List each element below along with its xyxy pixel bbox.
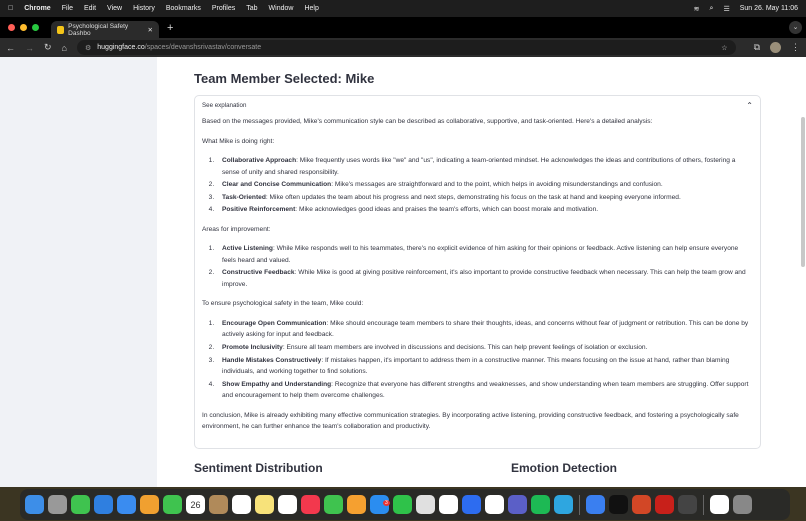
list-item: [216, 318, 753, 341]
address-bar[interactable]: [77, 40, 736, 55]
menu-bookmarks[interactable]: Bookmarks: [160, 5, 196, 12]
list-item: [216, 179, 753, 191]
reload-icon[interactable]: ↻: [44, 42, 52, 52]
list-item: [216, 355, 753, 378]
list-item: [216, 243, 753, 266]
expander-header[interactable]: [195, 96, 760, 116]
list-item-title: Handle Mistakes Constructively: [222, 356, 322, 364]
dock-separator: [579, 495, 580, 515]
more-menu-icon[interactable]: ⋮: [791, 42, 800, 52]
huggingface-favicon-icon: [57, 26, 64, 34]
list-item: [216, 267, 753, 290]
notification-badge: 3: [385, 500, 388, 506]
dock-freeform-icon[interactable]: [278, 495, 297, 514]
dock-photos-icon[interactable]: [140, 495, 159, 514]
menu-history[interactable]: History: [127, 5, 150, 12]
list-item-title: Clear and Concise Communication: [222, 181, 332, 189]
emotion-detection-heading: Emotion Detection: [511, 461, 618, 475]
list-item: [216, 379, 753, 402]
menu-edit[interactable]: Edit: [78, 5, 91, 12]
chevron-up-icon[interactable]: ⌃: [746, 101, 753, 110]
menu-tab[interactable]: Tab: [240, 5, 253, 12]
home-icon[interactable]: ⌂: [61, 42, 67, 53]
dock-terminal-icon[interactable]: [609, 495, 628, 514]
list-item-title: Collaborative Approach: [222, 157, 297, 165]
dock-safari-icon[interactable]: [94, 495, 113, 514]
list-item-title: Task-Oriented: [222, 193, 266, 201]
site-info-icon[interactable]: ⚙: [84, 44, 92, 52]
dock-acrobat-icon[interactable]: [655, 495, 674, 514]
new-tab-button[interactable]: +: [167, 21, 174, 34]
dock-xcode-icon[interactable]: [586, 495, 605, 514]
list-item: [216, 155, 753, 178]
menu-bar: [0, 0, 806, 17]
dock-telegram-icon[interactable]: [554, 495, 573, 514]
maximize-window-button[interactable]: [32, 24, 39, 31]
list-item-text: : Mike often updates the team about his progress and next steps, demonstrating his focus on the task at hand and keeping everyone informed.: [265, 193, 681, 201]
dock-music-icon[interactable]: [301, 495, 320, 514]
menu-profiles[interactable]: Profiles: [206, 5, 230, 12]
dock-quicktime-icon[interactable]: [678, 495, 697, 514]
dock-pages-icon[interactable]: [347, 495, 366, 514]
list-item-title: Show Empathy and Understanding: [222, 380, 332, 388]
sidebar: [0, 57, 157, 487]
list-item-text: : Recognize that everyone has different strengths and weaknesses, and show understanding when team members are struggling. Offer support and encouragement to help them overcome challenges.: [222, 380, 749, 400]
improve-list: [216, 243, 753, 290]
dock-slack-icon[interactable]: [439, 495, 458, 514]
right-heading: What Mike is doing right:: [202, 137, 275, 145]
dock-numbers-icon[interactable]: [324, 495, 343, 514]
dock-pdf-file-icon[interactable]: [710, 495, 729, 514]
list-item-title: Constructive Feedback: [222, 269, 295, 277]
list-item-text: : Ensure all team members are involved in discussions and decisions. This can help prevent feelings of isolation or exclusion.: [282, 343, 648, 351]
tab-search-button[interactable]: ⌄: [789, 21, 802, 34]
list-item-text: : Mike frequently uses words like "we" and "us", indicating a team-oriented mindset. He acknowledges the ideas and contributions of others, fostering a sense of unity and shared responsibility.: [222, 157, 736, 176]
dock-app-store-icon[interactable]: [370, 495, 389, 514]
explanation-expander: [194, 95, 761, 449]
dock-powerpoint-icon[interactable]: [632, 495, 651, 514]
page-content: [0, 57, 806, 487]
list-item-text: : Mike should encourage team members to share their thoughts, ideas, and concerns without fear of judgment or retribution. This can be done by actively asking for input and feedback.: [222, 319, 749, 339]
dock-vscode-icon[interactable]: [485, 495, 504, 514]
list-item-title: Promote Inclusivity: [222, 343, 283, 351]
profile-avatar[interactable]: [770, 42, 781, 53]
list-item: [216, 192, 753, 204]
dock-calendar-icon[interactable]: 26: [186, 495, 205, 514]
dock-contacts-icon[interactable]: [209, 495, 228, 514]
search-icon[interactable]: ⌕: [709, 4, 714, 12]
back-icon[interactable]: ←: [6, 42, 15, 53]
apple-icon[interactable]: [8, 5, 13, 12]
menu-view[interactable]: View: [101, 5, 117, 12]
dock-spotify-icon[interactable]: [531, 495, 550, 514]
url-path: /spaces/devanshsrivastav/conversate: [144, 44, 262, 51]
right-list: [216, 155, 753, 216]
list-item: [216, 204, 753, 216]
safety-list: [216, 318, 753, 402]
clock[interactable]: Sun 26. May 11:06: [739, 5, 798, 12]
menu-file[interactable]: File: [56, 5, 68, 12]
intro-text: Based on the messages provided, Mike's communication style can be described as collaborative, supportive, and task-oriented. Here's a detailed analysis:: [202, 118, 653, 125]
improve-heading: Areas for improvement:: [202, 225, 271, 233]
list-item-title: Encourage Open Communication: [222, 319, 327, 327]
bookmark-star-icon[interactable]: ☆: [721, 44, 728, 52]
tab-bar: [0, 17, 806, 38]
minimize-window-button[interactable]: [20, 24, 27, 31]
close-tab-icon[interactable]: ✕: [147, 26, 153, 34]
expander-label: See explanation: [202, 101, 247, 109]
dock-finder-icon[interactable]: [25, 495, 44, 514]
list-item-text: : While Mike responds well to his teammates, there's no explicit evidence of him asking for their opinions or feedback. Active listening can help ensure everyone feels heard and valued.: [222, 245, 739, 264]
toolbar: [0, 38, 806, 57]
sentiment-distribution-heading: Sentiment Distribution: [194, 461, 323, 475]
menu-help[interactable]: Help: [299, 5, 314, 12]
url-host: huggingface.co: [97, 44, 145, 51]
dock: [20, 489, 790, 520]
control-center-icon[interactable]: ☰: [723, 5, 730, 13]
list-item-text: : While Mike is good at giving positive reinforcement, it's also important to provide constructive feedback when necessary. This can help the team grow and improve.: [222, 269, 746, 288]
forward-icon[interactable]: →: [25, 42, 34, 53]
extensions-icon[interactable]: ⧉: [753, 42, 760, 52]
dock-launchpad-icon[interactable]: [48, 495, 67, 514]
list-item-title: Positive Reinforcement: [222, 206, 296, 214]
menu-window[interactable]: Window: [263, 5, 289, 12]
browser-tab[interactable]: [51, 21, 159, 38]
dock-whatsapp-icon[interactable]: [393, 495, 412, 514]
list-item-text: : Mike acknowledges good ideas and praises the team's efforts, which can boost morale and motivation.: [295, 206, 599, 214]
conclusion-text: In conclusion, Mike is already exhibiting many effective communication strategies. By incorporating active listening, providing constructive feedback, and fostering a psychologically safe environment, he can further enhance the team's collaboration and productivity.: [202, 411, 739, 431]
dock-separator: [703, 495, 704, 515]
dock-mail-icon[interactable]: [117, 495, 136, 514]
safety-heading: To ensure psychological safety in the team, Mike could:: [202, 300, 364, 308]
scrollbar[interactable]: [801, 117, 805, 267]
list-item: [216, 342, 753, 354]
list-item-text: : Mike's messages are straightforward and to the point, which helps in avoiding misunderstandings and confusion.: [331, 181, 663, 189]
dock-teams-icon[interactable]: [508, 495, 527, 514]
close-window-button[interactable]: [8, 24, 15, 31]
dock-messages-icon[interactable]: [71, 495, 90, 514]
dock-trash-icon[interactable]: [733, 495, 752, 514]
dock-facetime-icon[interactable]: [163, 495, 182, 514]
expander-body: [195, 116, 760, 433]
dock-zoom-icon[interactable]: [462, 495, 481, 514]
menu-app-name[interactable]: Chrome: [19, 5, 46, 12]
list-item-title: Active Listening: [222, 245, 273, 253]
dock-reminders-icon[interactable]: [232, 495, 251, 514]
tab-title: Psychological Safety Dashbo: [68, 22, 129, 37]
wifi-icon[interactable]: ≋: [693, 5, 700, 13]
dock-chrome-icon[interactable]: [416, 495, 435, 514]
dock-notes-icon[interactable]: [255, 495, 274, 514]
page-title: Team Member Selected: Mike: [194, 71, 375, 86]
list-item-text: : If mistakes happen, it's important to address them in a constructive manner. This means focusing on the issue at hand, rather than blaming individuals, and working together to find solutions.: [222, 356, 730, 376]
